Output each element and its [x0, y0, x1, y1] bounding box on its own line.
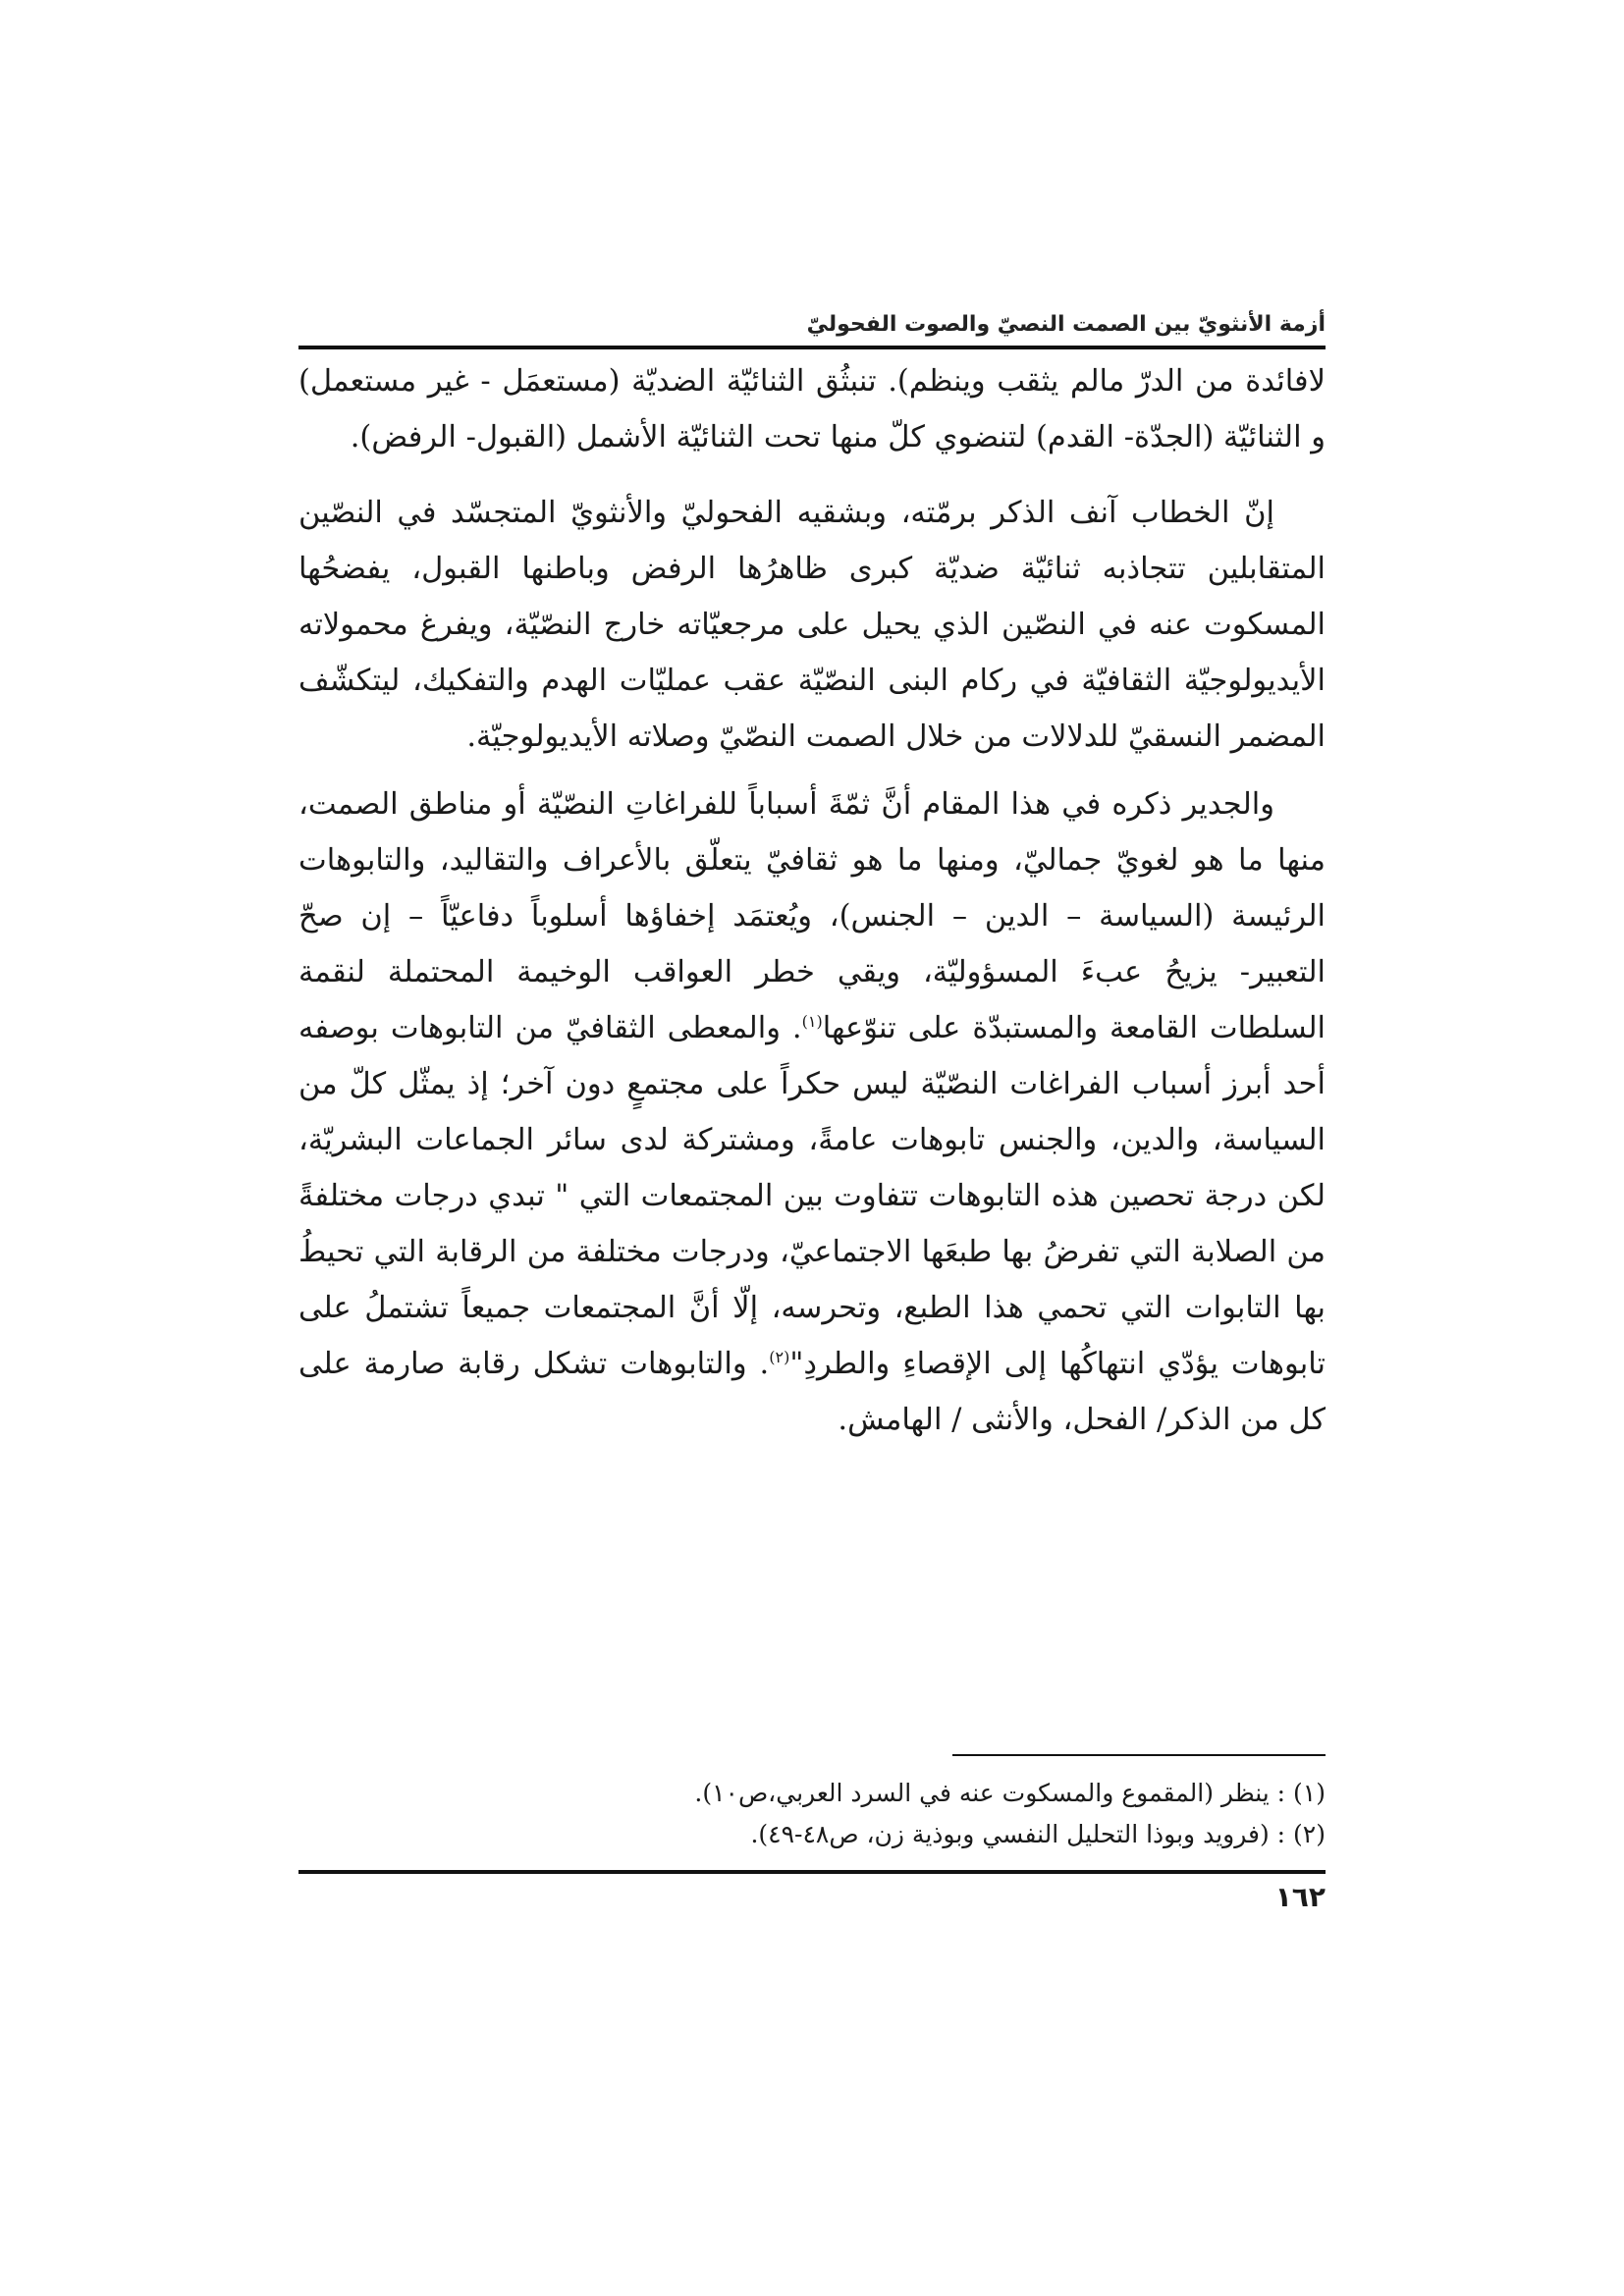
header-divider	[298, 346, 1326, 349]
footnote-ref-1[interactable]: (١)	[801, 1011, 823, 1031]
paragraph-1: لافائدة من الدرّ مالم يثقب وينظم). تنبثُق الثنائيّة الضديّة (مستعمَل - غير مستعمل) و الثنائيّة (الجدّة- القدم) لتنضوي كلّ منها تحت الثنائيّة الأشمل (القبول- الرفض).	[298, 364, 1326, 454]
paragraph-3-part-a: والجدير ذكره في هذا المقام أنَّ ثمّةَ أسباباً للفراغاتِ النصّيّة أو مناطق الصمت، منها ما هو لغويّ جماليّ، ومنها ما هو ثقافيّ يتعلّق بالأعراف والتقاليد، والتابوهات الرئيسة (السياسة – الدين – الجنس)، ويُعتمَد إخفاؤها أسلوباً دفاعيّاً – إن صحّ التعبير- يزيحُ عبءَ المسؤوليّة، ويقي خطر العواقب الوخيمة المحتملة لنقمة السلطات القامعة والمستبدّة على تنوّعها	[298, 787, 1326, 1045]
paragraph-3	[298, 776, 1326, 1448]
footer-divider	[298, 1870, 1326, 1874]
footnote-ref-2[interactable]: (٢)	[769, 1347, 790, 1366]
paragraph-3-part-b: . والمعطى الثقافيّ من التابوهات بوصفه أحد أبرز أسباب الفراغات النصّيّة ليس حكراً على مجتمعٍ دون آخر؛ إذ يمثّل كلّ من السياسة، والدين، والجنس تابوهات عامةً، ومشتركة لدى سائر الجماعات البشريّة، لكن درجة تحصين هذه التابوهات تتفاوت بين المجتمعات التي " تبدي درجات مختلفةً من الصلابة التي تفرضُ بها طبعَها الاجتماعيّ، ودرجات مختلفة من الرقابة التي تحيطُ بها التابوات التي تحمي هذا الطبع، وتحرسه، إلّا أنَّ المجتمعات جميعاً تشتملُ على تابوهات يؤدّي انتهاكُها إلى الإقصاءِ والطردِ"	[298, 1011, 1326, 1381]
footnote-2: (٢) : (فرويد وبوذا التحليل النفسي وبوذية زن، ص٤٨-٤٩).	[750, 1820, 1326, 1848]
running-header: أزمة الأنثويّ بين الصمت النصيّ والصوت الفحوليّ	[806, 312, 1326, 337]
paragraph-2: إنّ الخطاب آنف الذكر برمّته، وبشقيه الفحوليّ والأنثويّ المتجسّد في النصّين المتقابلين تتجاذبه ثنائيّة ضديّة كبرى ظاهرُها الرفض وباطنها القبول، يفضحُها المسكوت عنه في النصّين الذي يحيل على مرجعيّاته خارج النصّيّة، ويفرغ محمولاته الأيديولوجيّة الثقافيّة في ركام البنى النصّيّة عقب عمليّات الهدم والتفكيك، ليتكشّف المضمر النسقيّ للدلالات من خلال الصمت النصّيّ وصلاته الأيديولوجيّة.	[298, 496, 1326, 754]
footnote-1: (١) : ينظر (المقموع والمسكوت عنه في السرد العربي،ص١٠).	[694, 1779, 1326, 1807]
footnote-divider	[952, 1754, 1326, 1756]
paragraph-3-part-c: . والتابوهات تشكل رقابة صارمة على كل من الذكر/ الفحل، والأنثى / الهامش.	[298, 1347, 1326, 1437]
footnotes	[298, 1773, 1326, 1855]
main-text	[298, 353, 1326, 1460]
page-number: ١٦٢	[1274, 1881, 1326, 1913]
